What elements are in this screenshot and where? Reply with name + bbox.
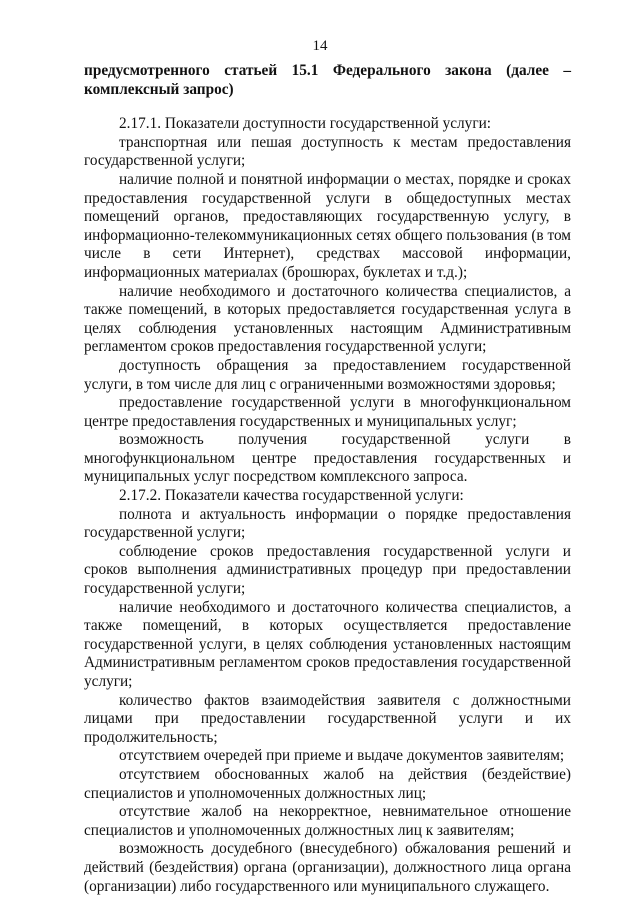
paragraph: предоставление государственной услуги в многофункциональном центре предоставления государственных и муниципальных услуг; xyxy=(84,394,571,430)
paragraph: соблюдение сроков предоставления государственной услуги и сроков выполнения административных процедур при предоставлении государственной услуги; xyxy=(84,542,571,598)
paragraph: отсутствие жалоб на некорректное, невнимательное отношение специалистов и уполномоченных должностных лиц к заявителям; xyxy=(84,803,571,839)
page-number: 14 xyxy=(312,38,328,54)
document-body xyxy=(84,62,571,896)
paragraph: полнота и актуальность информации о порядке предоставления государственной услуги; xyxy=(84,505,571,542)
paragraph: отсутствием очередей при приеме и выдаче документов заявителям; xyxy=(119,747,565,765)
paragraph: возможность досудебного (внесудебного) обжалования решений и действий (бездействия) органа (организации), должностного лица органа (организации) либо государственного или муниципального служащего. xyxy=(84,840,571,895)
paragraph: количество фактов взаимодействия заявителя с должностными лицами при предоставлении государственной услуги и их продолжительность; xyxy=(84,691,571,746)
paragraph-2-17-2-title: 2.17.2. Показатели качества государственной услуги: xyxy=(119,487,464,505)
paragraph: транспортная или пешая доступность к местам предоставления государственной услуги; xyxy=(84,133,571,170)
paragraph-2-17-1-title: 2.17.1. Показатели доступности государственной услуги: xyxy=(119,115,492,133)
paragraph: наличие необходимого и достаточного количества специалистов, а также помещений, в которых предоставляется государственная услуга в целях соблюдения установленных настоящим Административным регламентом сроков предоставления государственной услуги; xyxy=(84,282,571,356)
paragraph: возможность получения государственной услуги в многофункциональном центре предоставления государственных и муниципальных услуг посредством комплексного запроса. xyxy=(84,431,571,486)
paragraph: наличие необходимого и достаточного количества специалистов, а также помещений, в которых осуществляется предоставление государственной услуги, в целях соблюдения установленных настоящим Административным регламентом сроков предоставления государственной услуги; xyxy=(84,598,571,690)
paragraph: доступность обращения за предоставлением государственной услуги, в том числе для лиц с ограниченными возможностями здоровья; xyxy=(84,356,571,393)
paragraph: отсутствием обоснованных жалоб на действия (бездействие) специалистов и уполномоченных должностных лиц; xyxy=(84,765,571,802)
section-heading: предусмотренного статьей 15.1 Федерального закона (далее – комплексный запрос) xyxy=(84,62,571,98)
paragraph: наличие полной и понятной информации о местах, порядке и сроках предоставления государственной услуги в общедоступных местах помещений органов, предоставляющих государственную услугу, в информационно-телекоммуникационных сетях общего пользования (в том числе в сети Интернет), средствах массовой информации, информационных материалах (брошюрах, буклетах и т.д.); xyxy=(84,170,571,281)
